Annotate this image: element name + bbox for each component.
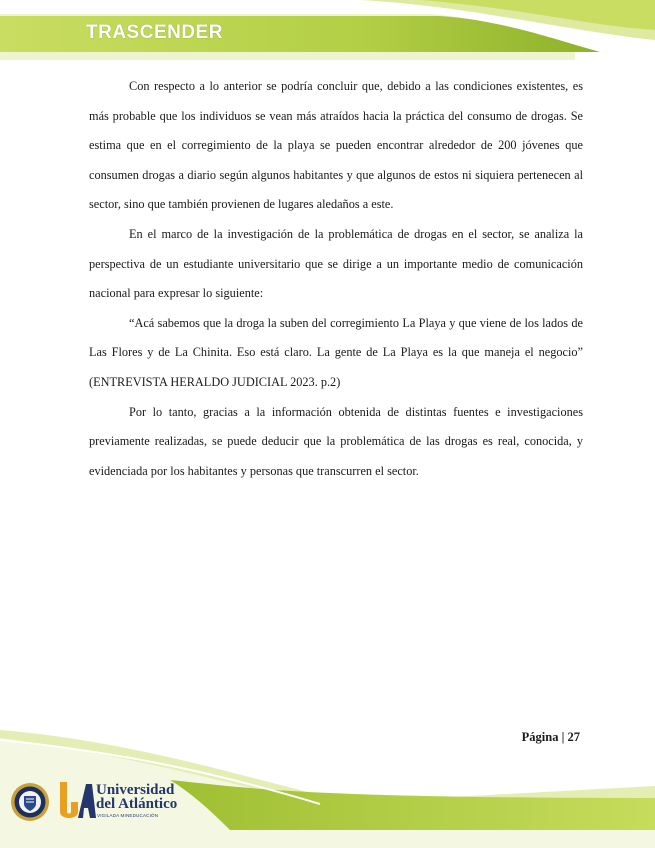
university-tagline: VIGILADA MINEDUCACIÓN [97,813,159,818]
university-logo-icon [56,778,96,822]
university-seal-icon [10,782,50,822]
university-name-line2: del Atlántico [96,796,178,812]
body-text [89,72,583,486]
university-name-line1: Universidad [96,782,175,798]
university-name [96,783,177,811]
paragraph: En el marco de la investigación de la problemática de drogas en el sector, se analiza la perspectiva de un estudiante universitario que se dirige a un importante medio de comunicación nacional para expresar lo siguiente: [89,226,583,301]
paragraph: Por lo tanto, gracias a la información obtenida de distintas fuentes e investigaciones previamente realizadas, se puede deducir que la problemática de las drogas es real, conocida, y evidenciada por los habitantes y personas que transcurren el sector. [89,404,583,478]
header-title: TRASCENDER [86,22,223,43]
paragraph: Con respecto a lo anterior se podría concluir que, debido a las condiciones existentes, es más probable que los individuos se vean más atraídos hacia la práctica del consumo de drogas. Se estima que en el corregimiento de la playa se pueden encontrar alrededor de 200 jóvenes que consumen drogas a diario según algunos habitantes y que algunos de estos ni siquiera pertenecen al sector, sino que también provienen de lugares aledaños a este. [89,79,583,212]
footer-band [0,700,655,848]
quote-paragraph: “Acá sabemos que la droga la suben del corregimiento La Playa y que viene de los lados de Las Flores y de La Chinita. Eso está claro. La gente de La Playa es la que maneja el negocio” (ENTREVISTA HERALDO JUDICIAL 2023. p.2) [89,315,583,389]
page-number: Página | 27 [521,730,580,744]
